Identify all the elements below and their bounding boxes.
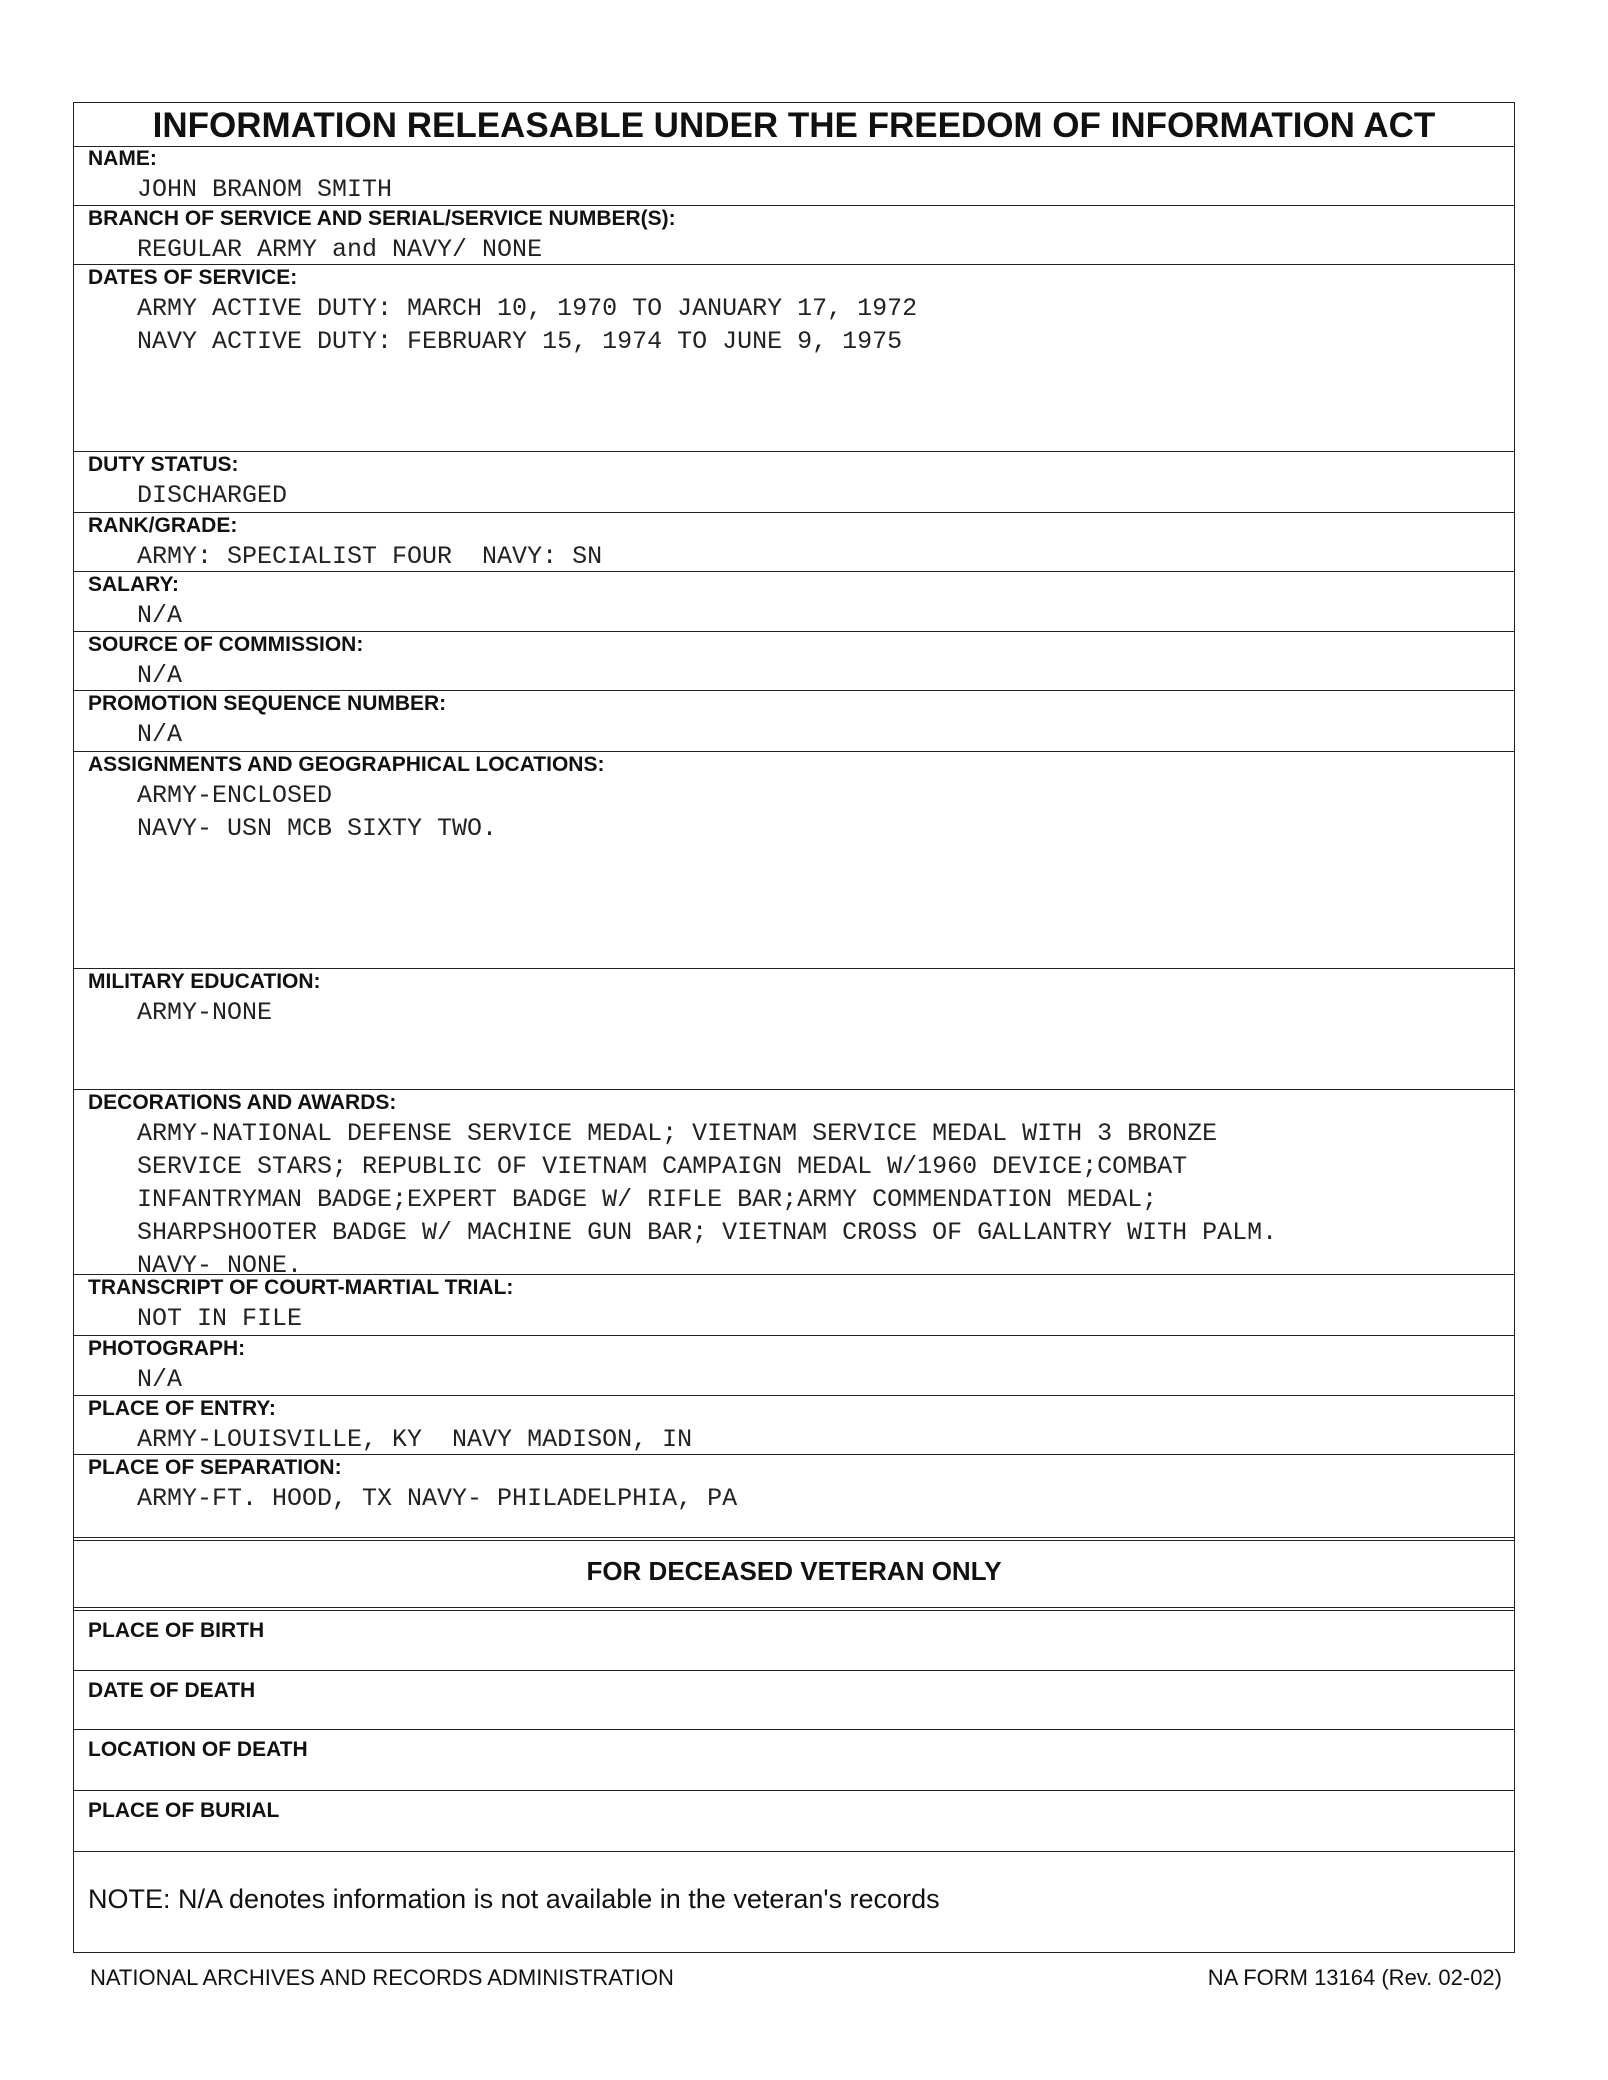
field-value: N/A bbox=[137, 661, 183, 690]
note-text: NOTE: N/A denotes information is not available in the veteran's records bbox=[88, 1884, 940, 1914]
field-row bbox=[74, 206, 1514, 265]
field-value: ARMY ACTIVE DUTY: MARCH 10, 1970 TO JANUARY 17, 1972 NAVY ACTIVE DUTY: FEBRUARY 15, 1974 TO JUNE 9, 1975 bbox=[137, 294, 918, 356]
field-row bbox=[74, 1090, 1514, 1280]
field-label: LOCATION OF DEATH bbox=[88, 1738, 308, 1761]
field-value: N/A bbox=[137, 720, 183, 749]
field-row bbox=[74, 1275, 1514, 1336]
deceased-field-row bbox=[74, 1730, 1514, 1791]
field-row bbox=[74, 572, 1514, 632]
field-label: DECORATIONS AND AWARDS: bbox=[88, 1091, 397, 1114]
field-label: PLACE OF SEPARATION: bbox=[88, 1456, 342, 1479]
field-label: PHOTOGRAPH: bbox=[88, 1337, 246, 1360]
field-value: ARMY: SPECIALIST FOUR NAVY: SN bbox=[137, 542, 603, 571]
deceased-field-row bbox=[74, 1791, 1514, 1852]
foia-form bbox=[73, 102, 1515, 1953]
field-value: ARMY-NATIONAL DEFENSE SERVICE MEDAL; VIETNAM SERVICE MEDAL WITH 3 BRONZE SERVICE STARS; REPUBLIC OF VIETNAM CAMPAIGN MEDAL W/1960 DEVICE;COMBAT INFANTRYMAN BADGE;EXPERT BADGE W/ RIFLE BAR;ARMY COMMENDATION MEDAL; SHARPSHOOTER BADGE W/ MACHINE GUN BAR; VIETNAM CROSS OF GALLANTRY WITH PALM. NAVY- NONE. bbox=[137, 1119, 1278, 1280]
field-row bbox=[74, 632, 1514, 691]
field-value: ARMY-NONE bbox=[137, 998, 273, 1027]
field-value: N/A bbox=[137, 1365, 183, 1394]
field-row bbox=[74, 452, 1514, 513]
field-label: ASSIGNMENTS AND GEOGRAPHICAL LOCATIONS: bbox=[88, 753, 605, 776]
field-label: RANK/GRADE: bbox=[88, 514, 238, 537]
field-label: DUTY STATUS: bbox=[88, 453, 239, 476]
field-label: MILITARY EDUCATION: bbox=[88, 970, 321, 993]
field-value: JOHN BRANOM SMITH bbox=[137, 175, 393, 204]
field-row bbox=[74, 1336, 1514, 1396]
deceased-field-row bbox=[74, 1671, 1514, 1730]
field-value: ARMY-LOUISVILLE, KY NAVY MADISON, IN bbox=[137, 1425, 693, 1454]
field-row bbox=[74, 1396, 1514, 1455]
field-label: BRANCH OF SERVICE AND SERIAL/SERVICE NUMBER(S): bbox=[88, 207, 676, 230]
field-label: SOURCE OF COMMISSION: bbox=[88, 633, 364, 656]
field-value: NOT IN FILE bbox=[137, 1304, 303, 1333]
note-row bbox=[74, 1852, 1514, 1952]
field-value: ARMY-ENCLOSED NAVY- USN MCB SIXTY TWO. bbox=[137, 781, 498, 843]
field-label: PLACE OF BIRTH bbox=[88, 1619, 265, 1642]
field-row bbox=[74, 752, 1514, 969]
field-row bbox=[74, 691, 1514, 752]
deceased-header: FOR DECEASED VETERAN ONLY bbox=[74, 1541, 1514, 1611]
field-value: DISCHARGED bbox=[137, 481, 288, 510]
field-label: DATES OF SERVICE: bbox=[88, 266, 298, 289]
footer-agency: NATIONAL ARCHIVES AND RECORDS ADMINISTRATION bbox=[90, 1965, 674, 1990]
field-label: PROMOTION SEQUENCE NUMBER: bbox=[88, 692, 447, 715]
form-title: INFORMATION RELEASABLE UNDER THE FREEDOM OF INFORMATION ACT bbox=[74, 103, 1514, 147]
deceased-field-row bbox=[74, 1611, 1514, 1671]
field-label: SALARY: bbox=[88, 573, 179, 596]
field-value: N/A bbox=[137, 601, 183, 630]
field-label: PLACE OF ENTRY: bbox=[88, 1397, 276, 1420]
field-label: NAME: bbox=[88, 147, 157, 170]
field-row bbox=[74, 969, 1514, 1090]
field-row bbox=[74, 146, 1514, 206]
field-value: REGULAR ARMY and NAVY/ NONE bbox=[137, 235, 543, 264]
field-label: TRANSCRIPT OF COURT-MARTIAL TRIAL: bbox=[88, 1276, 514, 1299]
field-value: ARMY-FT. HOOD, TX NAVY- PHILADELPHIA, PA bbox=[137, 1484, 738, 1513]
field-label: DATE OF DEATH bbox=[88, 1679, 256, 1702]
field-row bbox=[74, 513, 1514, 572]
field-row bbox=[74, 1455, 1514, 1541]
footer-form-number: NA FORM 13164 (Rev. 02-02) bbox=[1207, 1965, 1502, 1990]
field-row bbox=[74, 265, 1514, 452]
field-label: PLACE OF BURIAL bbox=[88, 1799, 280, 1822]
